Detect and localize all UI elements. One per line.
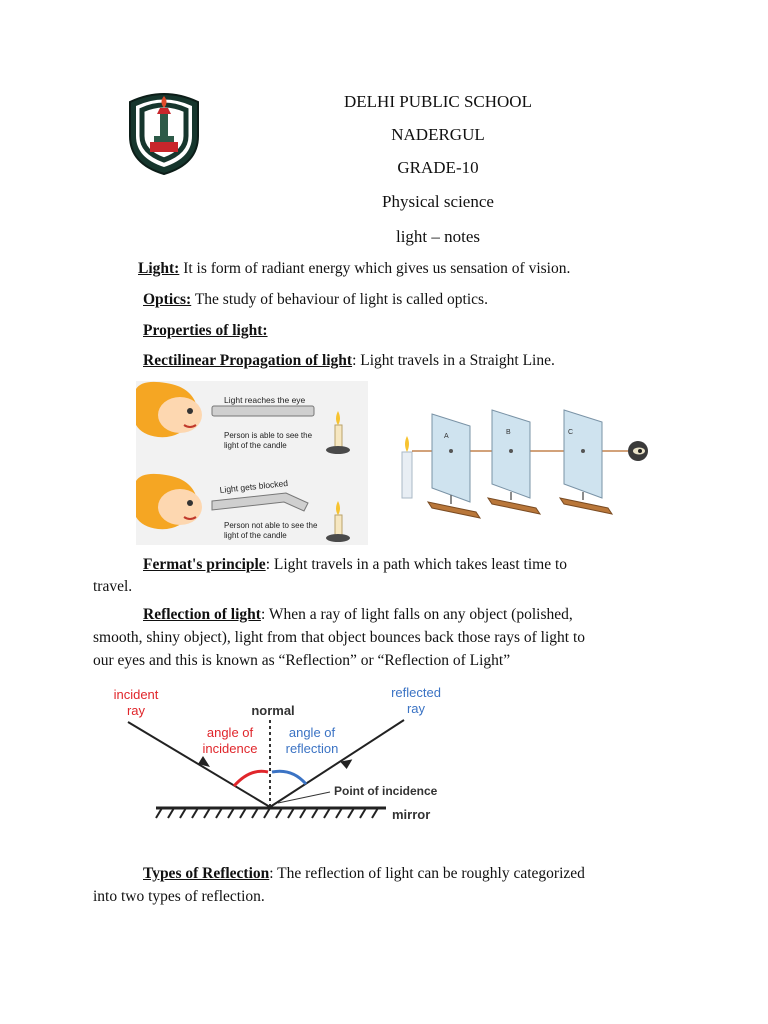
definition-light	[138, 257, 570, 280]
fig-caption-top-2: light of the candle	[224, 441, 287, 450]
screen-label-c: C	[568, 429, 574, 436]
fermat-principle	[143, 553, 567, 576]
reflection-term: Reflection of light	[143, 606, 261, 623]
reflection-text: : When a ray of light falls on any object (polished,	[260, 606, 573, 623]
fermat-term: Fermat's principle	[143, 556, 266, 573]
candle-icon	[326, 501, 350, 542]
definition-rectilinear	[143, 349, 555, 372]
fig-caption-bottom-2: light of the candle	[224, 531, 287, 540]
angle-incidence-label-2: incidence	[202, 741, 258, 756]
reflection-definition	[143, 603, 573, 626]
definition-term: Properties of light:	[143, 322, 268, 339]
girl-face-icon	[136, 474, 202, 529]
normal-label: normal	[251, 703, 295, 718]
fig-caption-bottom-1: Person not able to see the	[224, 521, 318, 530]
screen-label-b: B	[506, 429, 511, 436]
fig-label-bottom: Light gets blocked	[219, 477, 289, 495]
fig-caption-top-1: Person is able to see the	[224, 431, 313, 440]
girl-face-icon	[136, 382, 202, 437]
definition-text: The study of behaviour of light is called optics.	[191, 291, 488, 308]
fig-label-top: Light reaches the eye	[224, 395, 306, 405]
definition-term: Optics:	[143, 291, 192, 308]
types-text: : The reflection of light can be roughly categorized	[269, 865, 585, 882]
reflected-label-2: ray	[406, 701, 426, 716]
mirror-surface	[156, 808, 386, 818]
definition-optics	[143, 288, 488, 311]
campus-name: NADERGUL	[391, 125, 485, 144]
topic: light – notes	[395, 227, 481, 246]
types-of-reflection	[143, 862, 585, 885]
school-name: DELHI PUBLIC SCHOOL	[344, 92, 532, 111]
angle-reflection-label: angle of	[288, 725, 336, 740]
types-term: Types of Reflection	[143, 865, 270, 882]
screen-label-a: A	[444, 433, 449, 440]
definition-term: Light:	[138, 260, 180, 277]
subject: Physical science	[382, 192, 494, 211]
eye-icon	[628, 441, 648, 461]
angle-incidence-label: angle of	[206, 725, 254, 740]
reflection-diagram	[96, 680, 458, 830]
incident-label: incident	[113, 687, 159, 702]
fermat-text: : Light travels in a path which takes least time to	[265, 556, 567, 573]
incident-label-2: ray	[126, 703, 146, 718]
definition-text: It is form of radiant energy which gives us sensation of vision.	[179, 260, 571, 277]
types-of-reflection-line2: into two types of reflection.	[93, 888, 265, 905]
mirror-label: mirror	[392, 807, 431, 822]
point-of-incidence-label: Point of incidence	[334, 784, 438, 798]
rectilinear-figure-right	[396, 400, 658, 536]
candle-icon	[402, 436, 412, 498]
definition-term: Rectilinear Propagation of light	[143, 352, 353, 369]
definition-text: : Light travels in a Straight Line.	[352, 352, 555, 369]
grade: GRADE-10	[397, 158, 479, 177]
angle-reflection-label-2: reflection	[285, 741, 339, 756]
fermat-principle-cont: travel.	[93, 578, 133, 595]
reflected-label: reflected	[391, 685, 441, 700]
candle-icon	[326, 411, 350, 454]
reflection-definition-line2: smooth, shiny object), light from that object bounces back those rays of light to	[93, 629, 586, 646]
properties-heading	[143, 319, 268, 342]
reflection-definition-line3: our eyes and this is known as “Reflection” or “Reflection of Light”	[93, 652, 511, 669]
rectilinear-figure-left	[136, 381, 368, 545]
